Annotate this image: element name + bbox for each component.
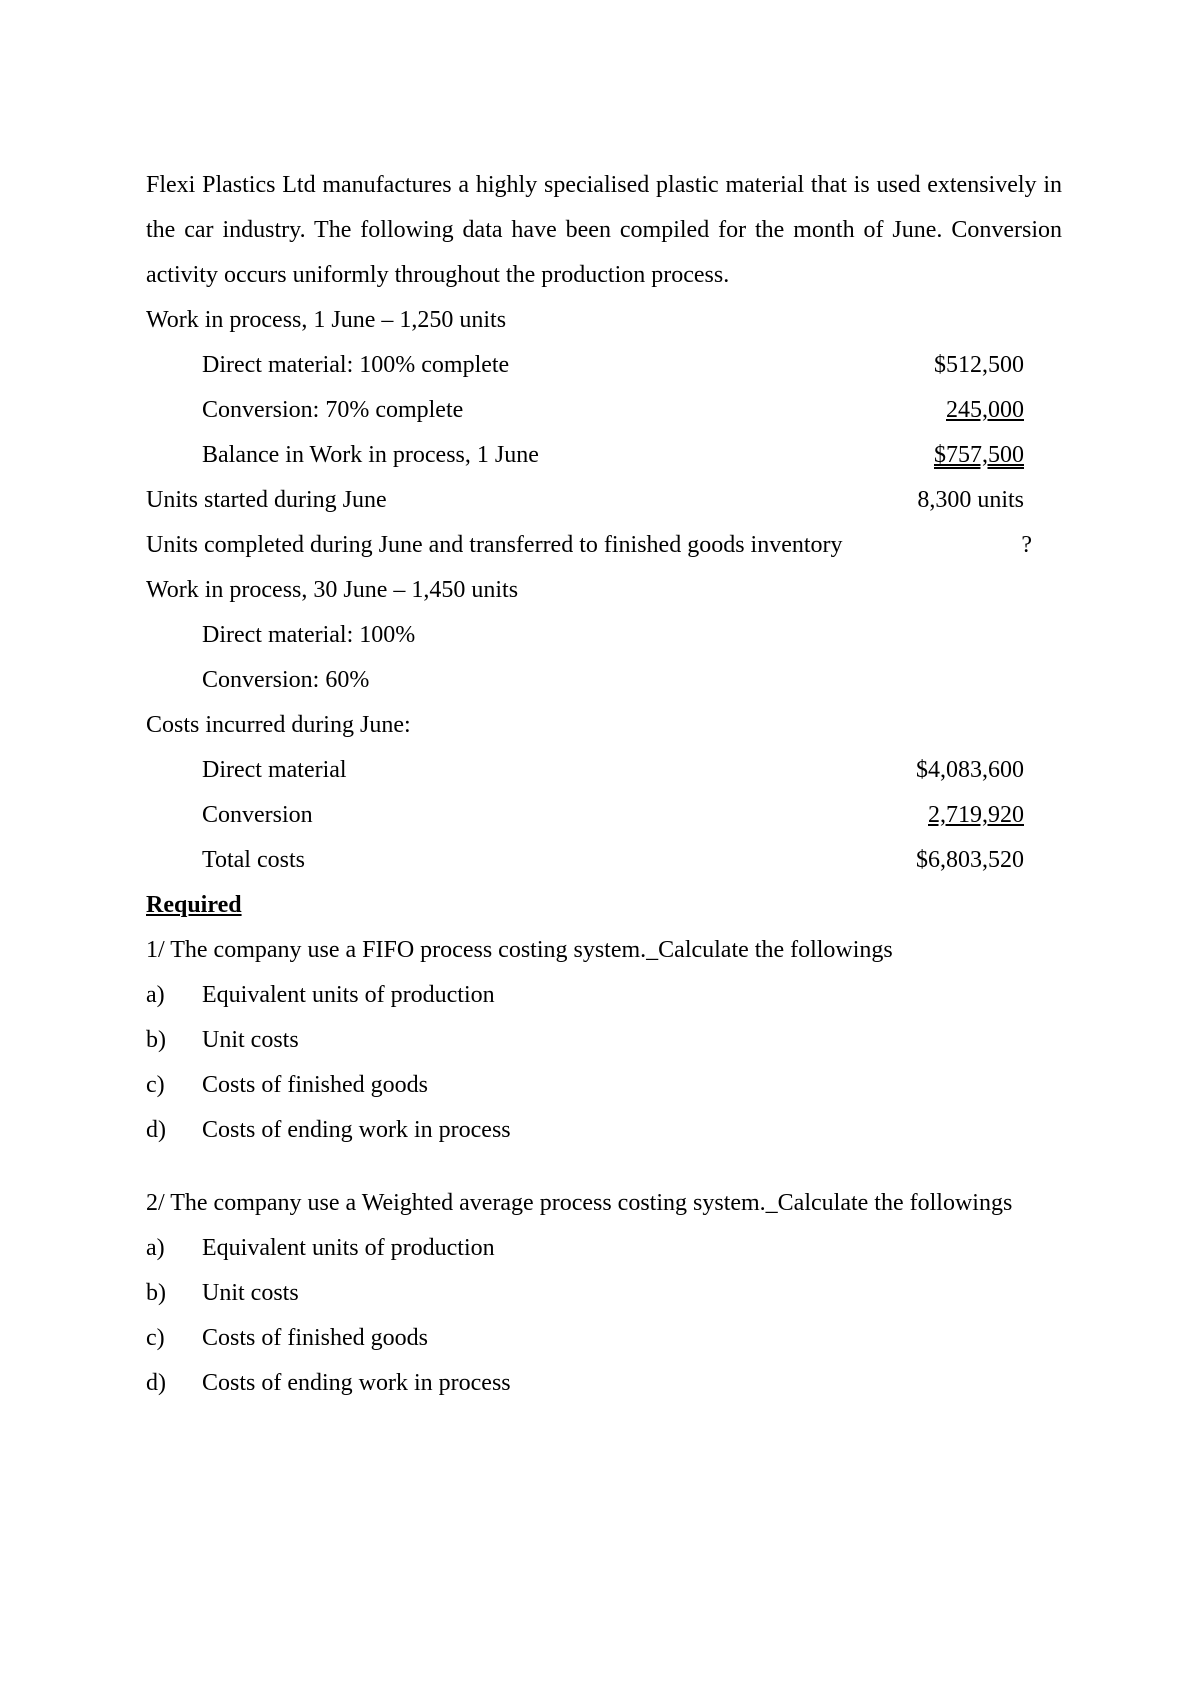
item-marker: c) <box>146 1072 165 1098</box>
question-1-item-c <box>146 1063 1062 1108</box>
item-marker: c) <box>146 1325 165 1351</box>
item-marker: d) <box>146 1117 166 1143</box>
question-1-item-a <box>146 973 1062 1018</box>
units-started-row <box>146 478 1062 523</box>
row-label: Balance in Work in process, 1 June <box>202 442 539 468</box>
item-marker: a) <box>146 982 165 1008</box>
item-text: Costs of ending work in process <box>202 1370 511 1396</box>
required-heading: Required <box>146 892 242 918</box>
wip-start-heading: Work in process, 1 June – 1,250 units <box>146 307 507 333</box>
wip-start-direct-material-row <box>146 343 1062 388</box>
row-amount: 8,300 units <box>917 487 1024 513</box>
wip-start-balance-row <box>146 433 1062 478</box>
question-1-intro: 1/ The company use a FIFO process costing system._Calculate the followings <box>146 937 893 963</box>
item-marker: a) <box>146 1235 165 1261</box>
item-text: Unit costs <box>202 1027 299 1053</box>
row-amount: $512,500 <box>934 352 1024 378</box>
item-text: Costs of finished goods <box>202 1325 429 1351</box>
row-label: Total costs <box>202 847 305 873</box>
item-text: Equivalent units of production <box>202 1235 495 1261</box>
costs-heading: Costs incurred during June: <box>146 712 411 738</box>
item-text: Costs of ending work in process <box>202 1117 511 1143</box>
costs-total-row <box>146 838 1062 883</box>
item-text: Unit costs <box>202 1280 299 1306</box>
row-amount: $757,500 <box>934 442 1024 468</box>
row-amount: 245,000 <box>946 397 1024 423</box>
item-text: Costs of finished goods <box>202 1072 429 1098</box>
row-label: Units started during June <box>146 487 387 513</box>
item-marker: b) <box>146 1027 166 1053</box>
costs-direct-material-row <box>146 748 1062 793</box>
row-label: Direct material: 100% complete <box>202 352 510 378</box>
intro-paragraph: Flexi Plastics Ltd manufactures a highly specialised plastic material that is used extensively in the car industry. The following data have been compiled for the month of June. Conversion activity occurs uniformly throughout the production process. <box>146 172 1062 288</box>
question-2-item-a <box>146 1226 1062 1271</box>
wip-start-conversion-row <box>146 388 1062 433</box>
row-label: Units completed during June and transferred to finished goods inventory <box>146 532 843 558</box>
units-completed-row <box>146 523 1062 568</box>
row-label: Direct material <box>202 757 347 783</box>
wip-end-heading: Work in process, 30 June – 1,450 units <box>146 577 519 603</box>
item-text: Equivalent units of production <box>202 982 495 1008</box>
row-label: Conversion: 70% complete <box>202 397 464 423</box>
question-2-item-c <box>146 1316 1062 1361</box>
row-amount: $4,083,600 <box>916 757 1024 783</box>
costs-conversion-row <box>146 793 1062 838</box>
question-2-item-b <box>146 1271 1062 1316</box>
question-2-intro: 2/ The company use a Weighted average process costing system._Calculate the followings <box>146 1190 1013 1216</box>
question-2-item-d <box>146 1361 1062 1406</box>
item-marker: b) <box>146 1280 166 1306</box>
wip-end-direct-material-row <box>146 613 1062 658</box>
question-1-item-d <box>146 1108 1062 1153</box>
row-amount: ? <box>1021 532 1032 558</box>
row-amount: $6,803,520 <box>916 847 1024 873</box>
row-label: Conversion: 60% <box>202 667 370 693</box>
section-gap <box>146 1153 1062 1181</box>
row-label: Conversion <box>202 802 313 828</box>
question-1-item-b <box>146 1018 1062 1063</box>
row-amount: 2,719,920 <box>928 802 1024 828</box>
item-marker: d) <box>146 1370 166 1396</box>
row-label: Direct material: 100% <box>202 622 416 648</box>
document-page <box>146 163 1062 1406</box>
wip-end-conversion-row <box>146 658 1062 703</box>
